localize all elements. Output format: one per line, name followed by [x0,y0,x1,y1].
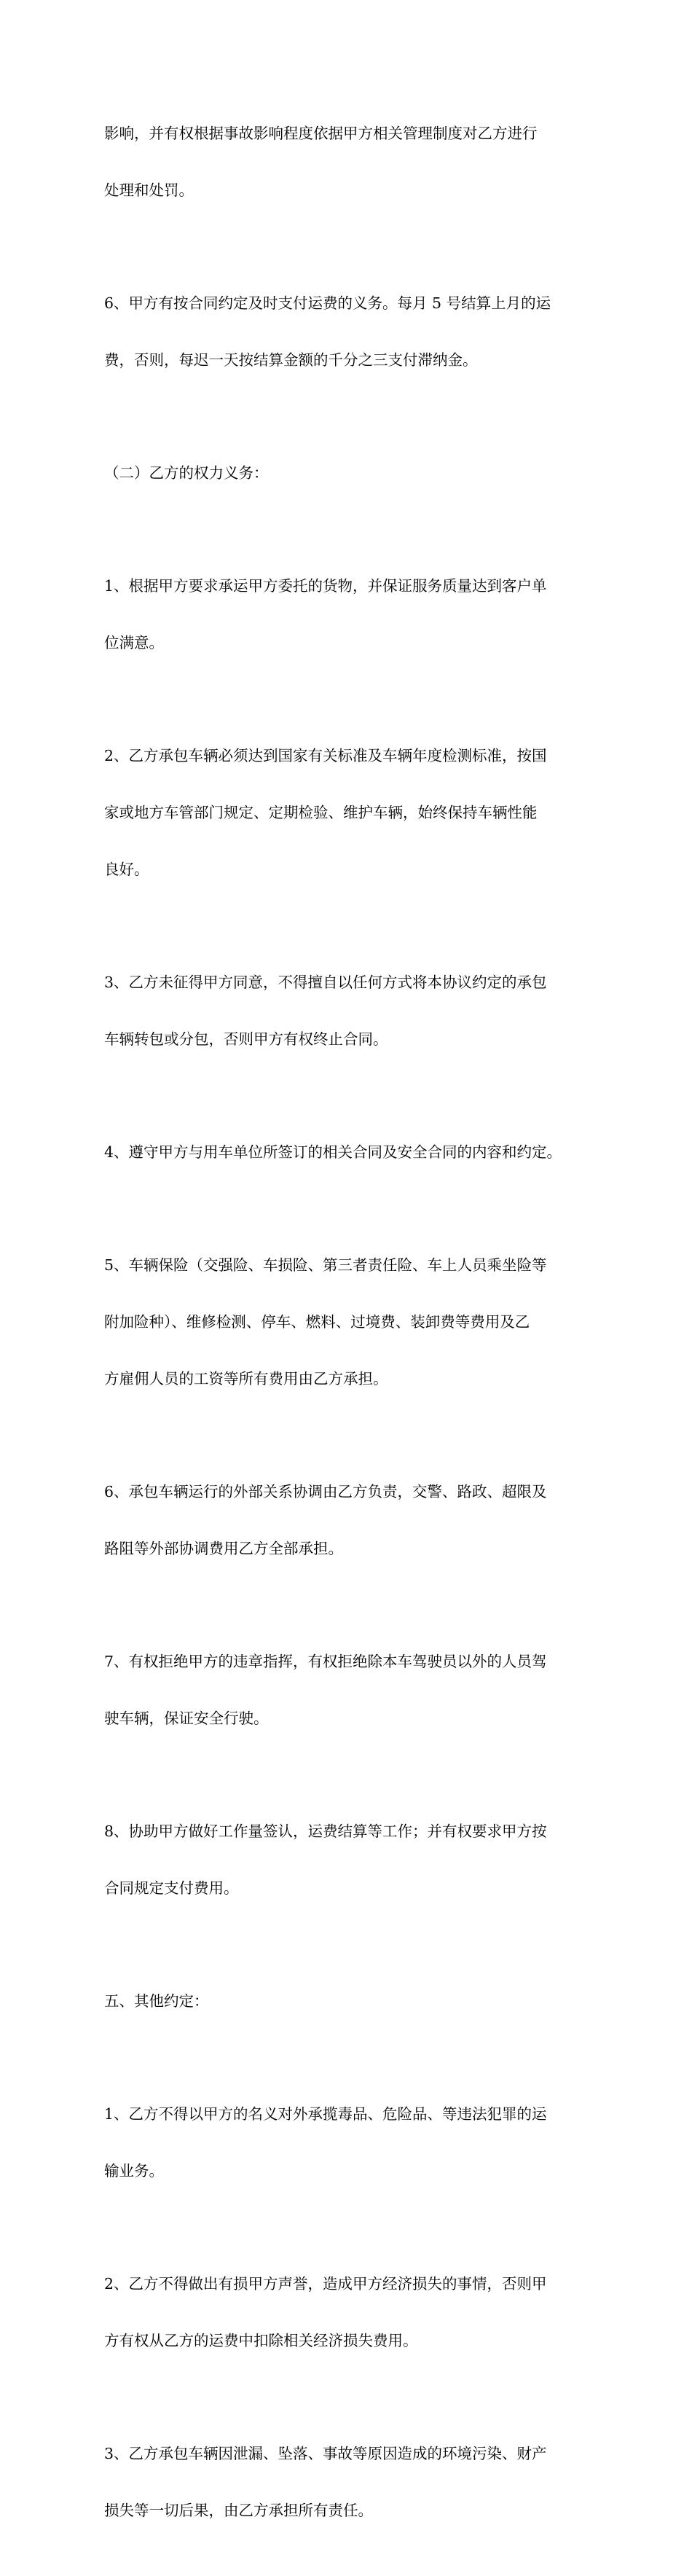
text-line: 6、甲方有按合同约定及时支付运费的义务。每月 5 号结算上月的运 [104,294,551,312]
text-line: 家或地方车管部门规定、定期检验、维护车辆，始终保持车辆性能 [104,804,538,821]
text-line: 2、乙方不得做出有损甲方声誉，造成甲方经济损失的事情，否则甲 [104,2275,547,2293]
section-heading-other [104,1954,596,2048]
paragraph-item-2 [104,708,596,917]
text-line: 3、乙方承包车辆因泄漏、坠落、事故等原因造成的环境污染、财产 [104,2445,547,2462]
paragraph-other-2 [104,2236,596,2388]
text-line: 影响，并有权根据事故影响程度依据甲方相关管理制度对乙方进行 [104,125,538,142]
text-line: 路阻等外部协调费用乙方全部承担。 [104,1540,343,1557]
text-line: 2、乙方承包车辆必须达到国家有关标准及车辆年度检测标准，按国 [104,747,547,764]
text-line: 合同规定支付费用。 [104,1879,239,1897]
paragraph-item-6b [104,1444,596,1596]
text-line: 良好。 [104,861,149,878]
text-line: 4、遵守甲方与用车单位所签订的相关合同及安全合同的内容和约定。 [104,1143,562,1161]
text-line: 五、其他约定： [104,1992,209,2010]
paragraph-item-1 [104,539,596,690]
text-line: 3、乙方未征得甲方同意，不得擅自以任何方式将本协议约定的承包 [104,974,547,991]
text-line: （二）乙方的权力义务： [104,464,269,482]
text-line: 处理和处罚。 [104,181,194,199]
text-line: 附加险种）、维修检测、停车、燃料、过境费、装卸费等费用及乙 [104,1313,530,1331]
text-line: 6、承包车辆运行的外部关系协调由乙方负责，交警、路政、超限及 [104,1483,547,1500]
text-line: 1、根据甲方要求承运甲方委托的货物，并保证服务质量达到客户单 [104,577,547,595]
text-line: 1、乙方不得以甲方的名义对外承揽毒品、危险品、等违法犯罪的运 [104,2105,547,2123]
text-line: 车辆转包或分包，否则甲方有权终止合同。 [104,1030,388,1048]
paragraph-item-4 [104,1105,596,1199]
paragraph-item-3 [104,935,596,1087]
document-body [104,86,596,2576]
paragraph-item-5 [104,1218,596,1426]
section-heading-party-b [104,426,596,520]
paragraph-item-6 [104,256,596,407]
text-line: 损失等一切后果，由乙方承担所有责任。 [104,2502,373,2519]
text-line: 位满意。 [104,634,164,651]
text-line: 8、协助甲方做好工作量签认，运费结算等工作；并有权要求甲方按 [104,1823,547,1840]
text-line: 5、车辆保险（交强险、车损险、第三者责任险、车上人员乘坐险等 [104,1256,547,1274]
text-line: 输业务。 [104,2162,164,2180]
paragraph-other-1 [104,2067,596,2218]
paragraph-item-8 [104,1784,596,1935]
text-line: 方雇佣人员的工资等所有费用由乙方承担。 [104,1370,388,1387]
paragraph-item-7 [104,1614,596,1766]
text-line: 驶车辆，保证安全行驶。 [104,1710,269,1727]
paragraph-other-3 [104,2406,596,2558]
paragraph-continuation [104,86,596,238]
text-line: 7、有权拒绝甲方的违章指挥，有权拒绝除本车驾驶员以外的人员驾 [104,1653,547,1670]
text-line: 方有权从乙方的运费中扣除相关经济损失费用。 [104,2332,418,2349]
text-line: 费，否则，每迟一天按结算金额的千分之三支付滞纳金。 [104,351,478,369]
